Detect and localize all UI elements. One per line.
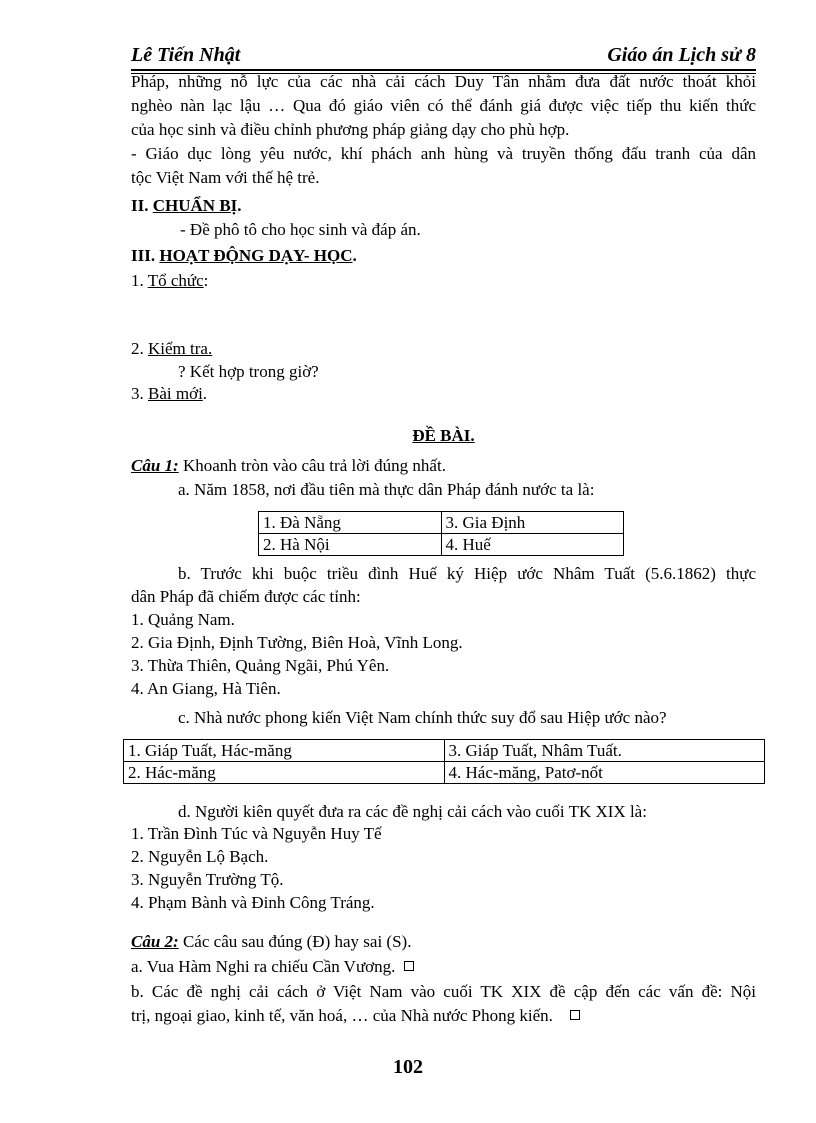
- answer-checkbox[interactable]: [570, 1010, 580, 1020]
- q1-label: Câu 1:: [131, 456, 179, 475]
- step-1-num: 1.: [131, 271, 148, 290]
- list-item: 2. Nguyễn Lộ Bạch.: [131, 847, 269, 866]
- list-item: 1. Quảng Nam.: [131, 610, 235, 629]
- section-2-item: - Đề phô tô cho học sinh và đáp án.: [180, 220, 421, 239]
- step-2-label: Kiểm tra.: [148, 339, 213, 358]
- exam-title: ĐỀ BÀI.: [412, 426, 475, 445]
- step-3-label: Bài mới: [148, 384, 203, 403]
- q2-a-text: a. Vua Hàm Nghi ra chiếu Cần Vương.: [131, 957, 396, 976]
- q2-a: [131, 955, 756, 978]
- q2-text: Các câu sau đúng (Đ) hay sai (S).: [178, 932, 412, 951]
- step-2-num: 2.: [131, 339, 148, 358]
- step-3: [131, 382, 756, 405]
- q2-b-line-2: [131, 1004, 756, 1027]
- step-2-question: ? Kết hợp trong giờ?: [178, 362, 319, 381]
- q1-text: Khoanh tròn vào câu trả lời đúng nhất.: [178, 456, 446, 475]
- step-1: [131, 269, 756, 292]
- section-3-num: III.: [131, 246, 160, 265]
- list-item: 4. An Giang, Hà Tiên.: [131, 679, 281, 698]
- q2-b-line-1: b. Các đề nghị cải cách ở Việt Nam vào cuối TK XIX đề cập đến các vấn đề: Nội: [131, 982, 756, 1001]
- table-cell: 3. Giáp Tuất, Nhâm Tuất.: [444, 740, 765, 762]
- list-item: 2. Gia Định, Định Tường, Biên Hoà, Vĩnh Long.: [131, 633, 463, 652]
- step-2: [131, 337, 756, 360]
- header-author: Lê Tiến Nhật: [131, 44, 241, 66]
- q2-b-text: trị, ngoại giao, kinh tế, văn hoá, … của Nhà nước Phong kiến.: [131, 1006, 553, 1025]
- intro-line-1: Pháp, những nỗ lực của các nhà cải cách Duy Tân nhằm đưa đất nước thoát khỏi: [131, 72, 756, 91]
- q2-heading: [131, 930, 756, 953]
- list-item: 1. Trần Đình Túc và Nguyễn Huy Tế: [131, 824, 382, 843]
- q1-c: c. Nhà nước phong kiến Việt Nam chính thức suy đổ sau Hiệp ước nào?: [178, 708, 667, 727]
- q1-a: a. Năm 1858, nơi đầu tiên mà thực dân Pháp đánh nước ta là:: [178, 480, 595, 499]
- intro-line-4: - Giáo dục lòng yêu nước, khí phách anh hùng và truyền thống đấu tranh của dân: [131, 144, 756, 163]
- q1-a-table: [258, 511, 624, 556]
- section-2-dot: .: [237, 196, 242, 215]
- q1-d: d. Người kiên quyết đưa ra các đề nghị cải cách vào cuối TK XIX là:: [178, 802, 647, 821]
- q1-heading: [131, 454, 756, 477]
- section-3-heading: [131, 244, 756, 267]
- list-item: 3. Thừa Thiên, Quảng Ngãi, Phú Yên.: [131, 656, 390, 675]
- section-2-heading: [131, 194, 756, 217]
- table-cell: 4. Huế: [441, 534, 624, 556]
- step-3-num: 3.: [131, 384, 148, 403]
- table-row: [124, 762, 765, 784]
- section-2-title: CHUẨN BỊ: [152, 196, 238, 215]
- q1-c-table: [123, 739, 765, 784]
- list-item: 4. Phạm Bành và Đinh Công Tráng.: [131, 893, 375, 912]
- section-3-dot: .: [352, 246, 357, 265]
- step-3-dot: .: [202, 384, 208, 403]
- table-row: [259, 534, 624, 556]
- intro-line-2: nghèo nàn lạc lậu … Qua đó giáo viên có thể đánh giá được việc tiếp thu kiến thức: [131, 96, 756, 115]
- page-number: 102: [393, 1056, 423, 1078]
- intro-line-5: tộc Việt Nam với thế hệ trẻ.: [131, 168, 320, 187]
- table-cell: 1. Đà Nẵng: [259, 512, 442, 534]
- table-cell: 3. Gia Định: [441, 512, 624, 534]
- answer-checkbox[interactable]: [404, 961, 414, 971]
- header-subject: Giáo án Lịch sử 8: [607, 44, 756, 66]
- section-3-title: HOẠT ĐỘNG DẠY- HỌC: [159, 246, 353, 265]
- table-cell: 2. Hà Nội: [259, 534, 442, 556]
- step-1-colon: :: [203, 271, 209, 290]
- section-2-num: II.: [131, 196, 153, 215]
- table-row: [124, 740, 765, 762]
- q1-b-line-2: dân Pháp đã chiếm được các tỉnh:: [131, 587, 361, 606]
- q1-b-line-1: b. Trước khi buộc triều đình Huế ký Hiệp ước Nhâm Tuất (5.6.1862) thực: [178, 564, 756, 583]
- table-cell: 2. Hác-măng: [124, 762, 445, 784]
- table-row: [259, 512, 624, 534]
- intro-line-3: của học sinh và điều chỉnh phương pháp giảng dạy cho phù hợp.: [131, 120, 570, 139]
- list-item: 3. Nguyễn Trường Tộ.: [131, 870, 284, 889]
- q2-label: Câu 2:: [131, 932, 179, 951]
- table-cell: 4. Hác-măng, Patơ-nốt: [444, 762, 765, 784]
- table-cell: 1. Giáp Tuất, Hác-măng: [124, 740, 445, 762]
- step-1-label: Tổ chức: [147, 271, 204, 290]
